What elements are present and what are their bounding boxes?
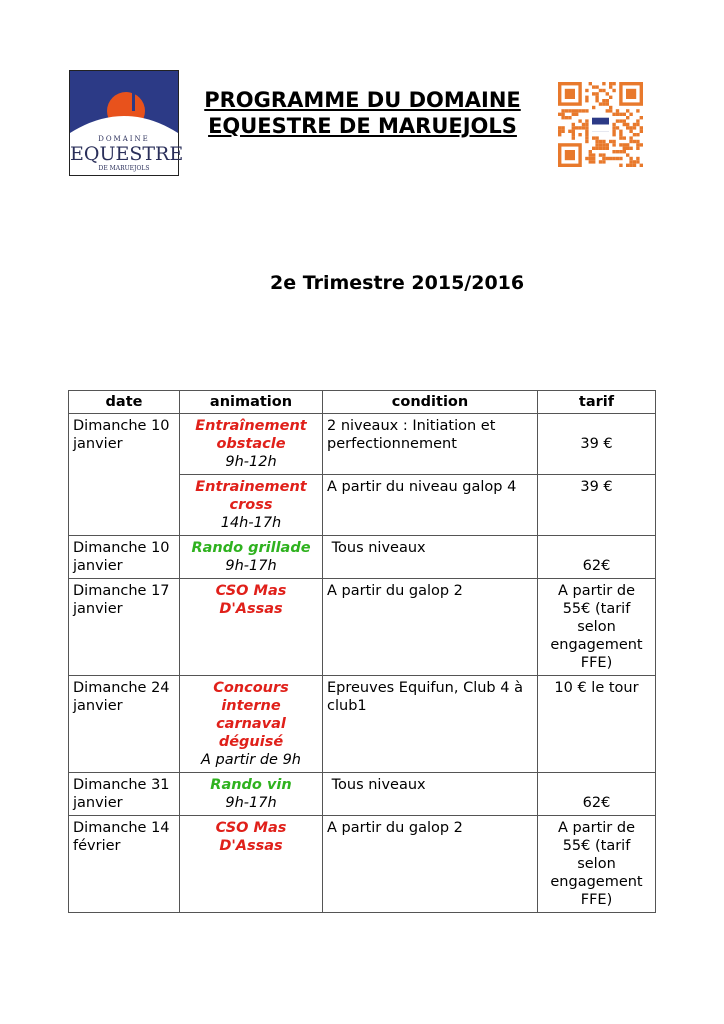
animation-time: 9h-12h [225, 454, 277, 470]
tarif-cell: 62€ [538, 536, 656, 579]
header-animation: animation [180, 391, 323, 414]
table-row [69, 414, 656, 475]
page-title [190, 87, 535, 139]
date-cell: Dimanche 10 janvier [69, 414, 180, 536]
table-row [69, 773, 656, 816]
trimester-heading: 2e Trimestre 2015/2016 [270, 272, 525, 294]
logo-text-maruejols: DE MARUEJOLS [98, 165, 150, 172]
condition-cell: A partir du galop 2 [323, 579, 538, 676]
table-header-row [69, 391, 656, 414]
condition-cell [323, 773, 538, 816]
condition-cell: A partir du galop 2 [323, 816, 538, 913]
animation-cell [180, 475, 323, 536]
programme-table [68, 390, 656, 913]
sunset-hill-icon [70, 71, 178, 133]
header-condition: condition [323, 391, 538, 414]
animation-cell [180, 536, 323, 579]
animation-time: 9h-17h [225, 795, 277, 811]
date-cell: Dimanche 31 janvier [69, 773, 180, 816]
page-title-line1: PROGRAMME DU DOMAINE [204, 88, 521, 112]
condition-text: Tous niveaux [331, 540, 426, 556]
tarif-cell: 39 € [538, 414, 656, 475]
animation-time: 14h-17h [220, 515, 282, 531]
tarif-cell: 10 € le tour [538, 676, 656, 773]
animation-name: Entraînement obstacle [195, 418, 307, 452]
page-title-line2: EQUESTRE DE MARUEJOLS [208, 114, 517, 138]
animation-name: CSO Mas D'Assas [215, 583, 287, 617]
animation-time: A partir de 9h [200, 752, 301, 768]
logo-text-domaine: DOMAINE [98, 135, 150, 143]
tarif-cell: 62€ [538, 773, 656, 816]
animation-cell [180, 676, 323, 773]
animation-name: Rando vin [210, 777, 292, 793]
tarif-cell: A partir de 55€ (tarif selon engagement FFE) [538, 579, 656, 676]
condition-cell: A partir du niveau galop 4 [323, 475, 538, 536]
condition-cell [323, 536, 538, 579]
animation-cell [180, 414, 323, 475]
tarif-cell: A partir de 55€ (tarif selon engagement FFE) [538, 816, 656, 913]
table-row [69, 579, 656, 676]
animation-name: Rando grillade [191, 540, 311, 556]
date-cell: Dimanche 17 janvier [69, 579, 180, 676]
condition-cell: Epreuves Equifun, Club 4 à club1 [323, 676, 538, 773]
table-row [69, 816, 656, 913]
domain-logo [69, 70, 184, 176]
header-tarif: tarif [538, 391, 656, 414]
table-row [69, 676, 656, 773]
date-cell: Dimanche 10 janvier [69, 536, 180, 579]
animation-time: 9h-17h [225, 558, 277, 574]
logo-text-equestre: EQUESTRE [70, 143, 184, 165]
condition-cell: 2 niveaux : Initiation et perfectionnement [323, 414, 538, 475]
tarif-cell: 39 € [538, 475, 656, 536]
animation-name: Concours interne carnaval déguisé [213, 680, 289, 750]
animation-name: CSO Mas D'Assas [215, 820, 287, 854]
table-row [69, 536, 656, 579]
animation-cell [180, 816, 323, 913]
animation-cell [180, 773, 323, 816]
header-date: date [69, 391, 180, 414]
condition-text: Tous niveaux [331, 777, 426, 793]
date-cell: Dimanche 24 janvier [69, 676, 180, 773]
qr-code-icon [556, 79, 645, 171]
animation-name: Entrainement cross [195, 479, 307, 513]
date-cell: Dimanche 14 février [69, 816, 180, 913]
animation-cell [180, 579, 323, 676]
